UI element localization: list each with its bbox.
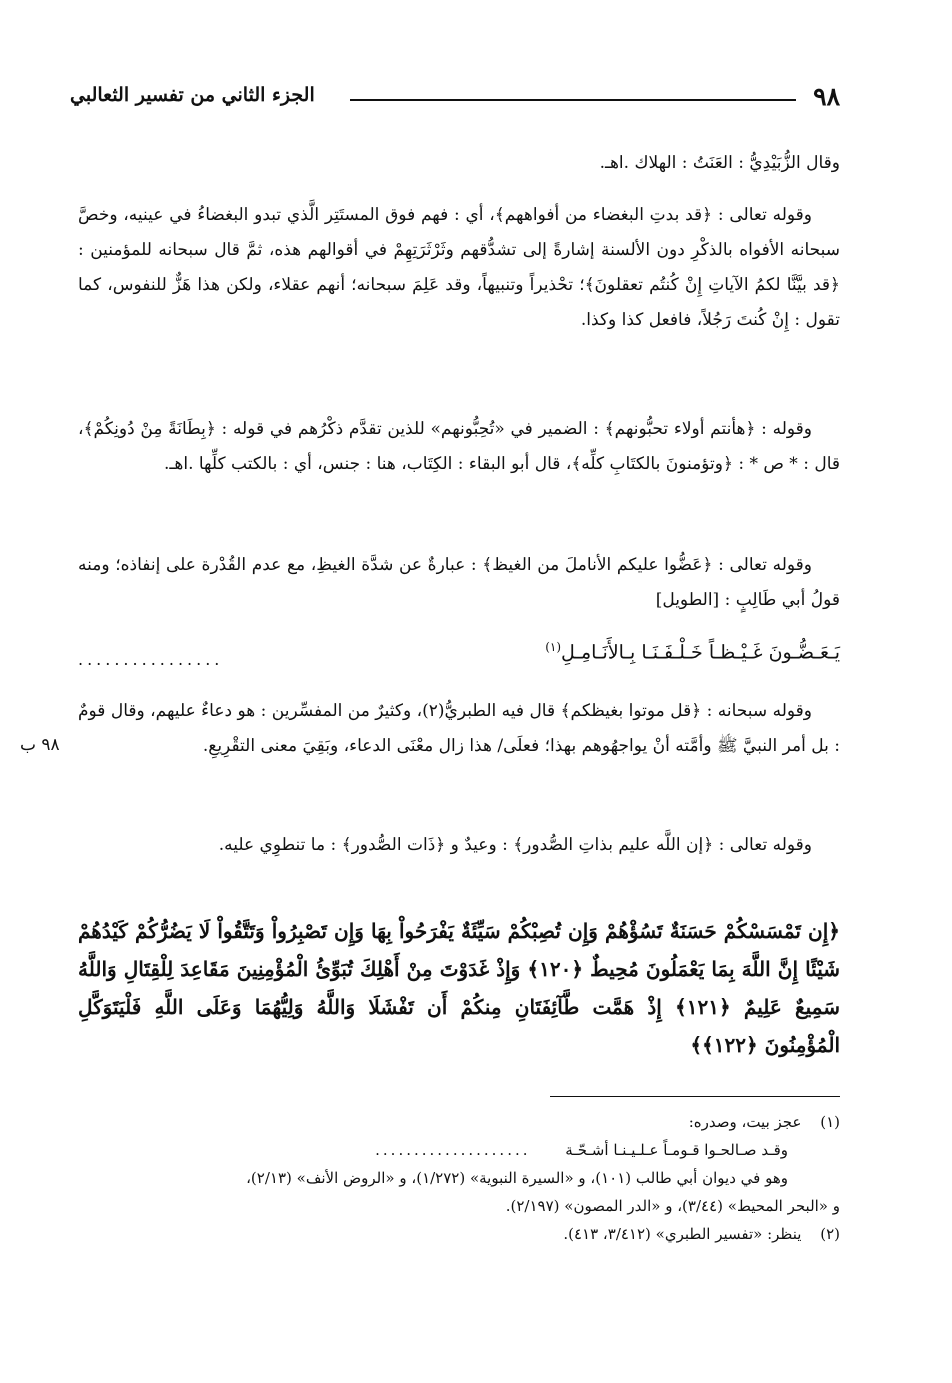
footnote-label: (١) bbox=[820, 1113, 840, 1131]
footnote-sources: و «البحر المحيط» (٣/٤٤)، و «الدر المصون» (٢/١٩٧). bbox=[505, 1197, 840, 1215]
footnote-verse: وقـد صـالحـوا قـومـاً عـلـيـنـا أشـحّـة bbox=[565, 1141, 788, 1159]
body-paragraph-6 bbox=[78, 828, 840, 863]
page-header bbox=[70, 82, 840, 122]
paragraph-text: وقوله تعالى : ﴿عَضُّوا عليكم الأناملَ من الغيظ﴾ : عبارةٌ عن شدَّة الغيظِ، مع عدم القُدْرة على إنفاذه؛ ومنه قولُ أبي طَالِبٍ : [الطويل] bbox=[78, 555, 840, 610]
running-title: الجزء الثاني من تفسير الثعالبي bbox=[70, 84, 315, 106]
footnote-label: (٢) bbox=[820, 1225, 840, 1243]
footnote-sources: وهو في ديوان أبي طالب (١٠١)، و «السيرة النبوية» (١/٢٧٢)، و «الروض الأنف» (٢/١٣)، bbox=[246, 1169, 788, 1187]
verse-hemistich: يَـعَـضُّـونَ غَـيْـظـاً خَـلْـفَـنَـا بِـالأَنَـامِـلِ bbox=[561, 641, 840, 664]
footnote-dots: .................... bbox=[375, 1141, 531, 1159]
footnote-1-sources-cont bbox=[78, 1192, 840, 1220]
body-paragraph-5 bbox=[78, 694, 840, 764]
header-rule bbox=[350, 99, 796, 101]
footnote-1-sources bbox=[78, 1164, 840, 1192]
page-number: ٩٨ bbox=[813, 82, 840, 111]
body-paragraph-2 bbox=[78, 198, 840, 338]
footnote-2 bbox=[78, 1220, 840, 1248]
verse-dots: ................ bbox=[78, 650, 224, 669]
footnote-separator bbox=[550, 1096, 840, 1097]
footnote-text: ينظر: «تفسير الطبري» (٣/٤١٢، ٤١٣). bbox=[563, 1225, 802, 1243]
footnote-1 bbox=[78, 1108, 840, 1136]
quran-passage bbox=[78, 912, 840, 1064]
margin-folio-note: ٩٨ ب bbox=[20, 735, 60, 755]
footnote-1-verse bbox=[78, 1136, 840, 1164]
verse-text bbox=[545, 640, 840, 663]
body-paragraph-3 bbox=[78, 412, 840, 482]
footnote-text: عجز بيت، وصدره: bbox=[688, 1113, 802, 1131]
body-paragraph-4 bbox=[78, 548, 840, 618]
body-paragraph-1 bbox=[78, 146, 840, 181]
paragraph-text: وقوله : ﴿هأنتم أولاء تحبُّونهم﴾ : الضمير في «تُحِبُّونهم» للذين تقدَّم ذكْرُهم في قوله : ﴿بِطَانَةً مِنْ دُونِكُمْ﴾، قال : * ص * : ﴿وتؤمنونَ بالكتَابِ كلِّه﴾، قال أبو البقاء : الكِتَاب، هنا : جنس، أي : بالكتب كلِّها .اهـ. bbox=[78, 419, 840, 474]
paragraph-text: وقوله سبحانه : ﴿قل موتوا بغيظكم﴾ قال فيه الطبريُّ(٢)، وكثيرٌ من المفسِّرين : هو دعاءٌ عليهم، وقال قومٌ : بل أمر النبيَّ ﷺ وأمَّته أنْ يواجهُوهم بهذا؛ فعلَى/ هذا زال معْنَى الدعاء، وبَقِيَ معنى التقْرِيعِ. bbox=[78, 701, 840, 756]
paragraph-text: وقوله تعالى : ﴿إن اللَّه عليم بذاتِ الصُّدور﴾ : وعيدٌ و ﴿ذَات الصُّدور﴾ : ما تنطوِي عليه. bbox=[218, 835, 812, 855]
footnotes bbox=[78, 1108, 840, 1248]
quran-text: ﴿إِن تَمْسَسْكُمْ حَسَنَةٌ تَسُؤْهُمْ وَإِن تُصِبْكُمْ سَيِّئَةٌ يَفْرَحُواْ بِهَا وَإِن تَصْبِرُواْ وَتَتَّقُواْ لَا يَضُرُّكُمْ كَيْدُهُمْ شَيْئًا إِنَّ اللَّهَ بِمَا يَعْمَلُونَ مُحِيطٌ ﴿١٢٠﴾ وَإِذْ غَدَوْتَ مِنْ أَهْلِكَ تُبَوِّئُ الْمُؤْمِنِينَ مَقَاعِدَ لِلْقِتَالِ وَاللَّهُ سَمِيعٌ عَلِيمٌ ﴿١٢١﴾ إِذْ هَمَّت طَّآئِفَتَانِ مِنكُمْ أَن تَفْشَلَا وَاللَّهُ وَلِيُّهُمَا وَعَلَى اللَّهِ فَلْيَتَوَكَّلِ الْمُؤْمِنُونَ ﴿١٢٢﴾﴾ bbox=[78, 919, 840, 1057]
paragraph-text: وقوله تعالى : ﴿قد بدتِ البغضاء من أفواههم﴾، أي : فهم فوق المستَتِر الَّذي تبدو البغضاءُ في عينيه، وخصَّ سبحانه الأفواه بالذكْرِ دون الألسنة إشارةً إلى تشدُّقهم وثَرْثَرَتِهِمْ في أقوالهم هذه، ثمَّ قال سبحانه للمؤمنين : ﴿قد بيَّنَّا لكمُ الآياتِ إِنْ كُنتُم تعقلونَ﴾؛ تحْذيراً وتنبيهاً، وقد عَلِمَ سبحانه؛ أنهم عقلاء، ولكن هذا هَزٌّ للنفوس، كما تقول : إِنْ كُنتَ رَجُلاً، فافعل كذا وكذا. bbox=[78, 205, 840, 330]
paragraph-text: وقال الزُّبَيْدِيُّ : العَنَتُ : الهلاك .اهـ. bbox=[599, 153, 840, 173]
footnote-ref-1[interactable]: (١) bbox=[545, 640, 562, 654]
poetry-verse bbox=[78, 640, 840, 680]
